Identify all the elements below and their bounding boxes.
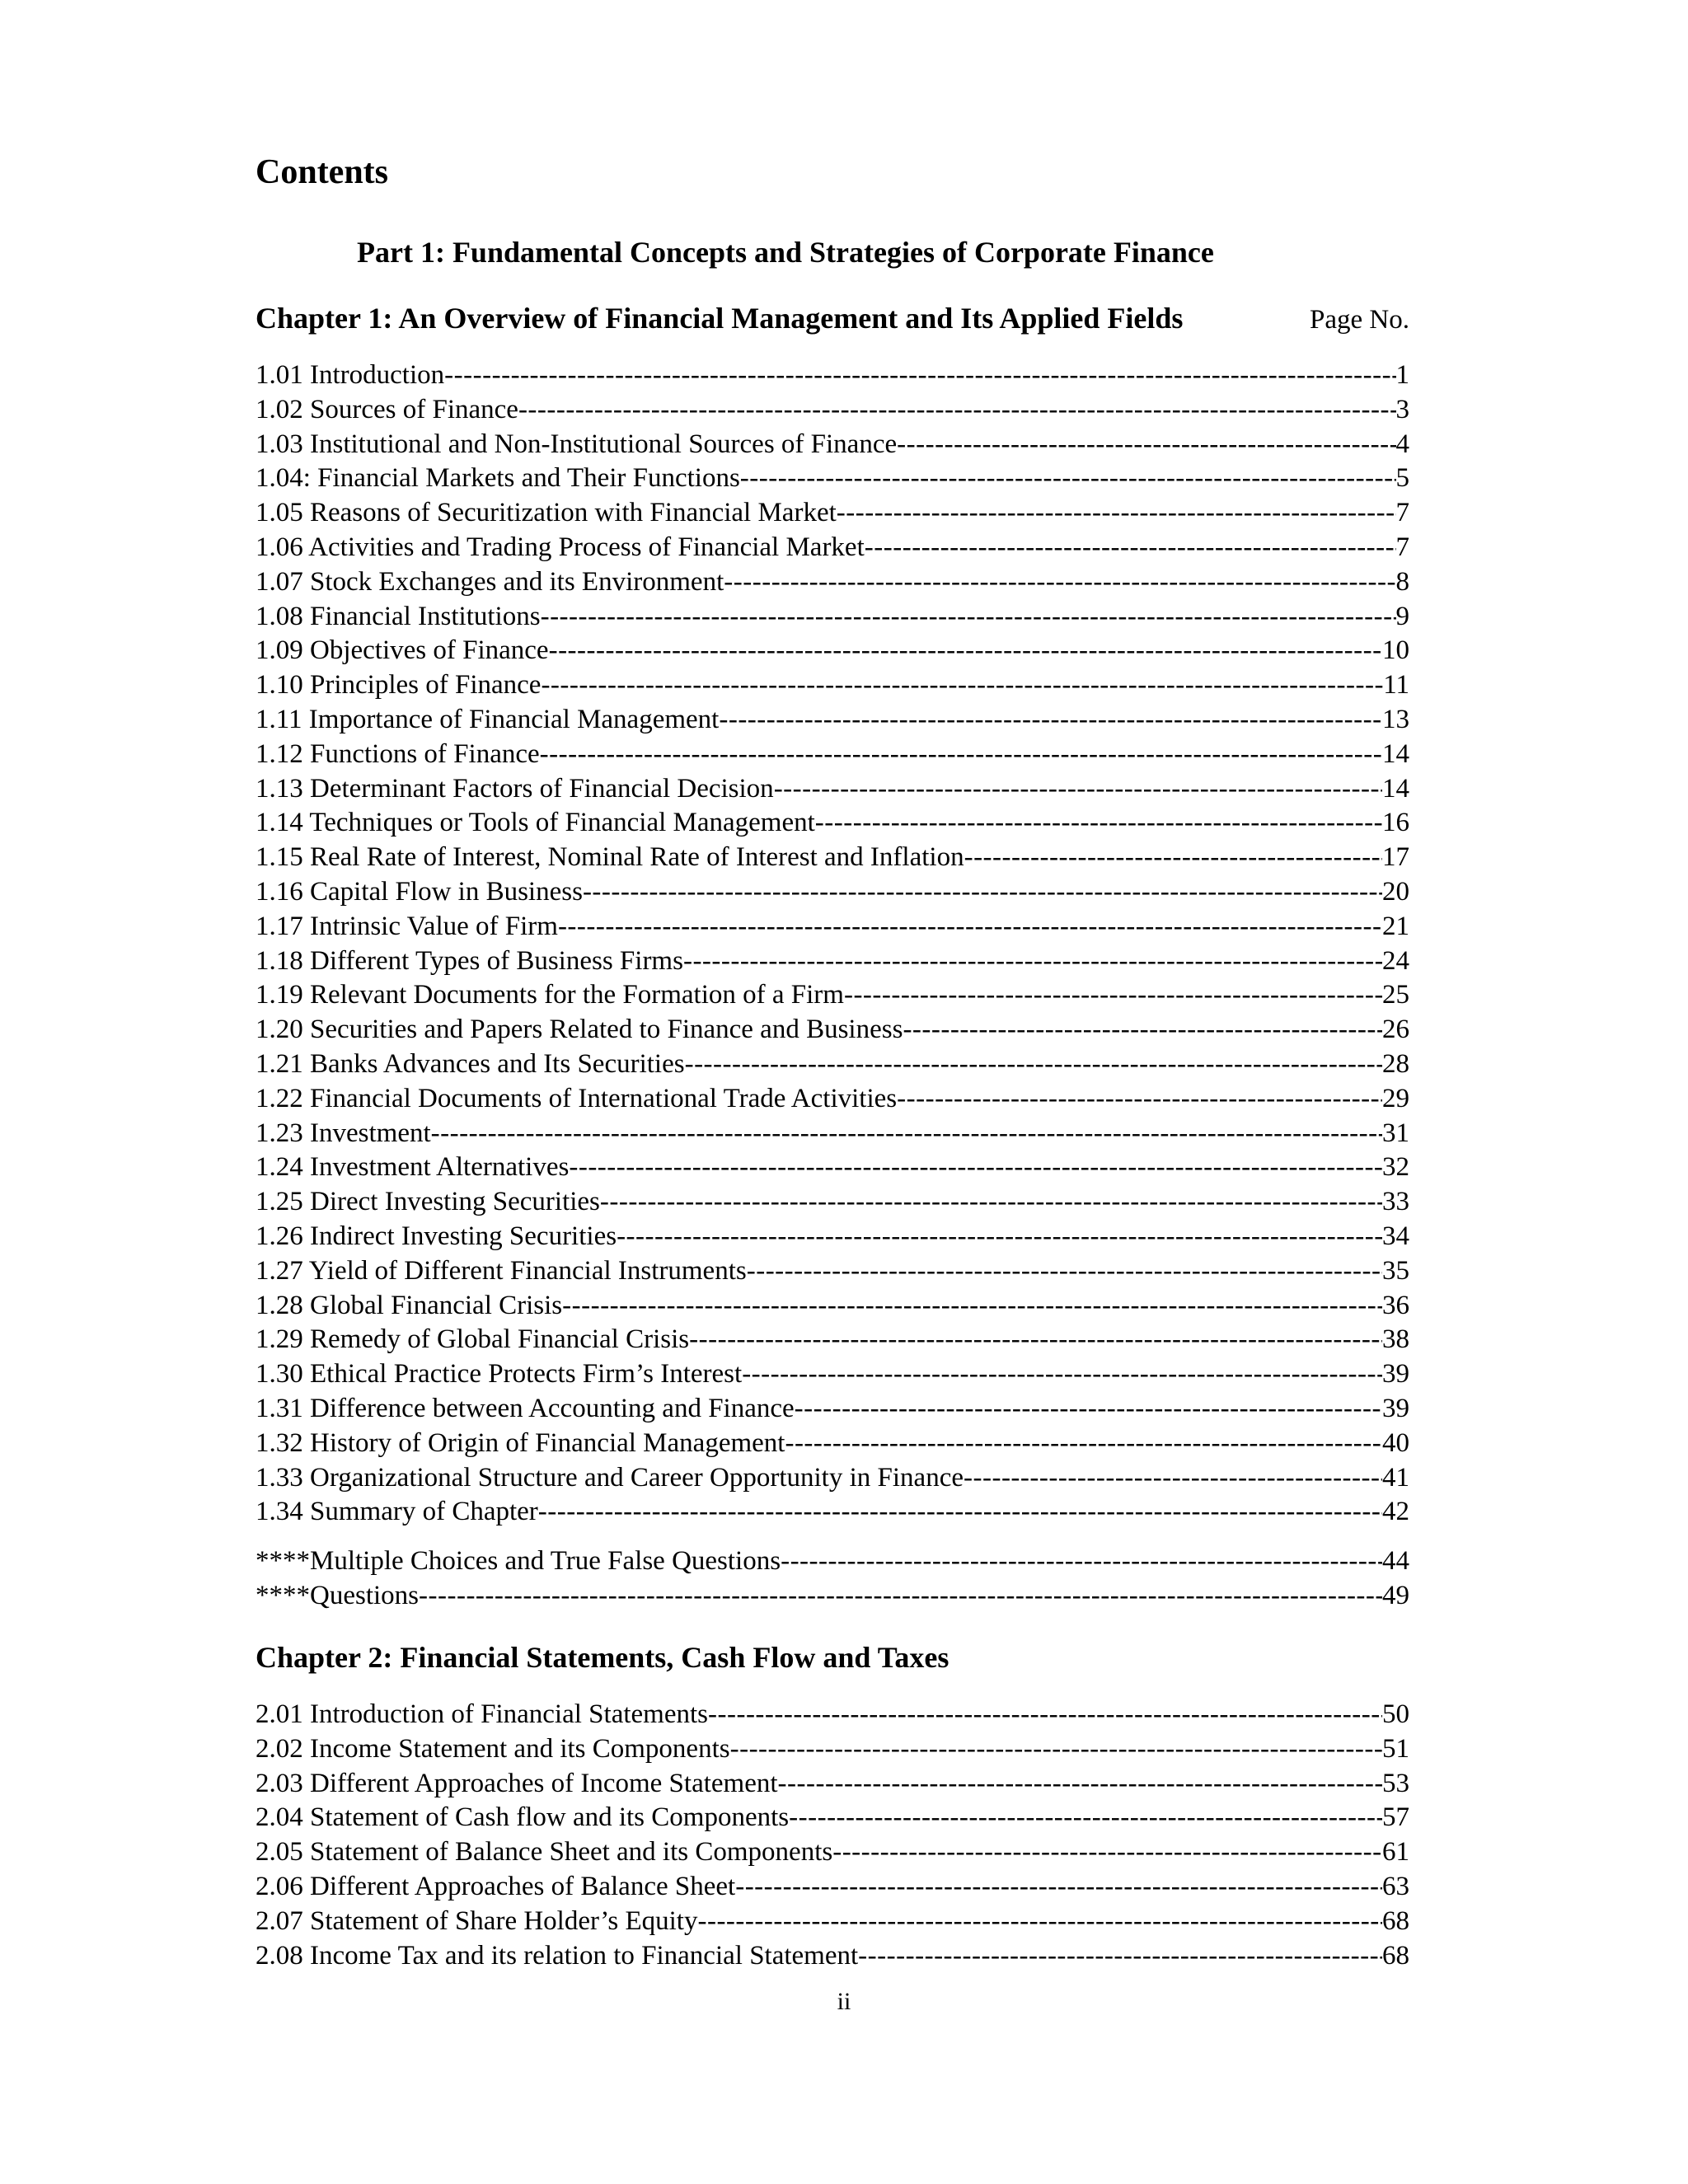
toc-entry: [256, 1185, 1409, 1220]
dot-leader: [419, 1579, 1382, 1614]
toc-entry: [256, 1392, 1409, 1427]
toc-entry: [256, 806, 1409, 841]
toc-entry-page: 31: [1382, 1118, 1409, 1148]
dot-leader: [844, 978, 1382, 1013]
toc-entry-page: 7: [1395, 532, 1409, 562]
toc-entry-page: 9: [1395, 601, 1409, 631]
toc-entry: [256, 1323, 1409, 1357]
toc-entry-title: 1.12 Functions of Finance: [256, 738, 540, 769]
toc-entry-title: 1.17 Intrinsic Value of Firm: [256, 911, 558, 941]
toc-entry: [256, 703, 1409, 738]
dot-leader: [778, 1767, 1382, 1802]
toc-entry-title: 2.05 Statement of Balance Sheet and its Components: [256, 1837, 833, 1868]
toc-entry-title: 1.06 Activities and Trading Process of Financial Market: [256, 532, 865, 562]
toc-entry-page: 35: [1382, 1255, 1409, 1286]
toc-entry: [256, 462, 1409, 496]
toc-entry-page: 49: [1382, 1580, 1409, 1610]
dot-leader: [569, 1151, 1382, 1185]
dot-leader: [903, 1013, 1382, 1047]
dot-leader: [781, 1544, 1382, 1579]
toc-entry-title: 1.28 Global Financial Crisis: [256, 1290, 563, 1320]
chapter-2-toc: [256, 1698, 1409, 1973]
toc-entry-title: 1.04: Financial Markets and Their Functions: [256, 463, 740, 494]
toc-entry-title: 2.02 Income Statement and its Components: [256, 1733, 730, 1764]
toc-entry-page: 11: [1383, 670, 1409, 701]
dot-leader: [558, 910, 1382, 944]
dot-leader: [444, 359, 1395, 393]
toc-entry-page: 41: [1382, 1462, 1409, 1493]
toc-entry: [256, 1427, 1409, 1461]
toc-entry: [256, 668, 1409, 703]
toc-entry: [256, 841, 1409, 875]
dot-leader: [538, 1495, 1382, 1530]
toc-entry-page: 5: [1395, 463, 1409, 494]
toc-entry-page: 28: [1382, 1048, 1409, 1079]
toc-entry-page: 7: [1395, 498, 1409, 528]
chapter-1-toc: [256, 359, 1409, 1614]
toc-entry: [256, 738, 1409, 772]
toc-entry-title: 1.02 Sources of Finance: [256, 394, 518, 424]
toc-entry-page: 10: [1382, 635, 1409, 666]
toc-entry-page: 38: [1382, 1324, 1409, 1355]
toc-entry: [256, 1082, 1409, 1117]
dot-leader: [583, 875, 1382, 910]
toc-entry-page: 61: [1382, 1837, 1409, 1868]
toc-entry-page: 1: [1395, 360, 1409, 390]
dot-leader: [785, 1427, 1382, 1461]
toc-entry-page: 13: [1382, 704, 1409, 734]
toc-entry-page: 53: [1382, 1768, 1409, 1798]
dot-leader: [740, 462, 1396, 496]
dot-leader: [518, 393, 1396, 428]
toc-entry-page: 40: [1382, 1427, 1409, 1458]
toc-entry: [256, 1801, 1409, 1835]
toc-entry-title: ****Multiple Choices and True False Questions: [256, 1546, 781, 1577]
toc-entry-page: 63: [1382, 1871, 1409, 1901]
dot-leader: [562, 1289, 1382, 1324]
toc-entry-title: 2.04 Statement of Cash flow and its Components: [256, 1802, 790, 1833]
toc-entry-page: 21: [1382, 911, 1409, 941]
toc-entry: [256, 1905, 1409, 1939]
dot-leader: [897, 428, 1395, 462]
page-no-label: Page No.: [1310, 305, 1409, 335]
toc-entry-page: 26: [1382, 1015, 1409, 1045]
toc-entry: [256, 978, 1409, 1013]
toc-entry-page: 29: [1382, 1083, 1409, 1113]
dot-leader: [858, 1939, 1382, 1974]
toc-entry-title: 1.24 Investment Alternatives: [256, 1152, 570, 1183]
toc-entry-title: 1.31 Difference between Accounting and Finance: [256, 1393, 795, 1423]
toc-entry-title: ****Questions: [256, 1580, 419, 1610]
toc-entry: [256, 944, 1409, 979]
toc-entry: [256, 1698, 1409, 1732]
toc-entry: [256, 1013, 1409, 1047]
toc-entry-page: 3: [1395, 394, 1409, 424]
chapter-1-title: Chapter 1: An Overview of Financial Management and Its Applied Fields: [256, 302, 1184, 335]
toc-entry: [256, 1151, 1409, 1185]
part-title: Part 1: Fundamental Concepts and Strategies of Corporate Finance: [357, 236, 1214, 269]
toc-entry-page: 17: [1382, 842, 1409, 873]
toc-entry-page: 51: [1382, 1733, 1409, 1764]
dot-leader: [541, 600, 1396, 635]
toc-entry-page: 20: [1382, 876, 1409, 907]
toc-entry: [256, 1289, 1409, 1324]
dot-leader: [789, 1801, 1382, 1835]
dot-leader: [685, 1047, 1382, 1082]
toc-entry-page: 33: [1382, 1187, 1409, 1217]
toc-entry-title: 1.20 Securities and Papers Related to Finance and Business: [256, 1015, 903, 1045]
toc-entry-title: 1.22 Financial Documents of International Trade Activities: [256, 1083, 898, 1113]
toc-entry-page: 68: [1382, 1940, 1409, 1971]
dot-leader: [730, 1732, 1382, 1767]
dot-leader: [832, 1835, 1382, 1870]
toc-entry-title: 1.32 History of Origin of Financial Management: [256, 1427, 785, 1458]
toc-entry-page: 32: [1382, 1152, 1409, 1183]
toc-entry-title: 1.01 Introduction: [256, 360, 445, 390]
toc-entry: [256, 1835, 1409, 1870]
toc-entry-title: 1.03 Institutional and Non-Institutional Sources of Finance: [256, 429, 898, 459]
dot-leader: [431, 1117, 1382, 1151]
toc-entry-title: 1.23 Investment: [256, 1118, 431, 1148]
dot-leader: [742, 1357, 1382, 1392]
dot-leader: [735, 1870, 1382, 1905]
toc-entry-title: 1.25 Direct Investing Securities: [256, 1187, 600, 1217]
toc-entry: [256, 1357, 1409, 1392]
toc-entry-title: 1.16 Capital Flow in Business: [256, 876, 583, 907]
toc-entry: [256, 565, 1409, 600]
toc-entry: [256, 1047, 1409, 1082]
toc-entry: [256, 1870, 1409, 1905]
chapter-2-header: [256, 1640, 1409, 1675]
toc-entry-page: 36: [1382, 1290, 1409, 1320]
toc-entry-title: 1.21 Banks Advances and Its Securities: [256, 1048, 685, 1079]
toc-entry: [256, 1220, 1409, 1254]
toc-entry-title: 2.08 Income Tax and its relation to Financial Statement: [256, 1940, 859, 1971]
toc-entry-page: 57: [1382, 1802, 1409, 1833]
toc-entry-title: 1.30 Ethical Practice Protects Firm’s Interest: [256, 1359, 743, 1390]
dot-leader: [897, 1082, 1382, 1117]
dot-leader: [964, 841, 1382, 875]
toc-entry: [256, 1767, 1409, 1802]
chapter-2-title: Chapter 2: Financial Statements, Cash Flow and Taxes: [256, 1641, 950, 1674]
toc-entry-page: 39: [1382, 1359, 1409, 1390]
toc-entry-title: 1.27 Yield of Different Financial Instruments: [256, 1255, 747, 1286]
toc-entry: [256, 393, 1409, 428]
toc-entry-title: 1.11 Importance of Financial Management: [256, 704, 720, 734]
dot-leader: [689, 1323, 1382, 1357]
dot-leader: [795, 1392, 1382, 1427]
toc-entry-page: 4: [1395, 429, 1409, 459]
toc-entry: [256, 772, 1409, 807]
toc-entry: [256, 496, 1409, 531]
toc-entry-page: 25: [1382, 980, 1409, 1010]
dot-leader: [747, 1254, 1382, 1289]
toc-entry-title: 1.19 Relevant Documents for the Formation of a Firm: [256, 980, 844, 1010]
toc-entry-title: 1.34 Summary of Chapter: [256, 1497, 538, 1527]
toc-entry: [256, 531, 1409, 565]
toc-entry-questions: [256, 1544, 1409, 1579]
toc-entry-title: 1.33 Organizational Structure and Career Opportunity in Finance: [256, 1462, 964, 1493]
toc-entry-title: 2.03 Different Approaches of Income Statement: [256, 1768, 778, 1798]
toc-entry-title: 2.07 Statement of Share Holder’s Equity: [256, 1905, 698, 1936]
toc-entry-title: 1.05 Reasons of Securitization with Financial Market: [256, 498, 837, 528]
toc-entry: [256, 428, 1409, 462]
toc-entry-title: 1.08 Financial Institutions: [256, 601, 541, 631]
dot-leader: [865, 531, 1396, 565]
toc-entry: [256, 1117, 1409, 1151]
toc-entry: [256, 1732, 1409, 1767]
toc-entry-title: 2.01 Introduction of Financial Statements: [256, 1699, 708, 1729]
toc-entry-title: 1.18 Different Types of Business Firms: [256, 945, 683, 976]
page-number-footer: ii: [837, 1988, 851, 2015]
toc-entry-questions: [256, 1579, 1409, 1614]
dot-leader: [719, 703, 1382, 738]
dot-leader: [837, 496, 1396, 531]
toc-entry-page: 14: [1382, 738, 1409, 769]
toc-entry: [256, 875, 1409, 910]
toc-entry-page: 16: [1382, 808, 1409, 838]
toc-entry-page: 34: [1382, 1221, 1409, 1251]
toc-entry: [256, 910, 1409, 944]
dot-leader: [697, 1905, 1382, 1939]
dot-leader: [815, 806, 1382, 841]
dot-leader: [600, 1185, 1382, 1220]
toc-entry-title: 1.26 Indirect Investing Securities: [256, 1221, 617, 1251]
toc-entry-page: 24: [1382, 945, 1409, 976]
dot-leader: [708, 1698, 1382, 1732]
toc-entry: [256, 1495, 1409, 1530]
toc-entry-title: 1.10 Principles of Finance: [256, 670, 542, 701]
toc-entry-title: 1.29 Remedy of Global Financial Crisis: [256, 1324, 690, 1355]
dot-leader: [541, 668, 1383, 703]
dot-leader: [724, 565, 1395, 600]
toc-entry-page: 68: [1382, 1905, 1409, 1936]
toc-entry-page: 50: [1382, 1699, 1409, 1729]
toc-entry-page: 14: [1382, 773, 1409, 804]
toc-entry: [256, 634, 1409, 668]
dot-leader: [964, 1461, 1382, 1496]
dot-leader: [617, 1220, 1382, 1254]
toc-entry-title: 1.14 Techniques or Tools of Financial Management: [256, 808, 815, 838]
toc-entry-page: 39: [1382, 1393, 1409, 1423]
toc-entry-title: 1.13 Determinant Factors of Financial Decision: [256, 773, 774, 804]
dot-leader: [540, 738, 1382, 772]
toc-entry-title: 1.09 Objectives of Finance: [256, 635, 549, 666]
toc-entry: [256, 1254, 1409, 1289]
toc-entry: [256, 600, 1409, 635]
toc-entry-page: 42: [1382, 1497, 1409, 1527]
toc-entry-page: 8: [1395, 566, 1409, 597]
chapter-1-header: [256, 301, 1409, 335]
toc-entry-title: 1.15 Real Rate of Interest, Nominal Rate of Interest and Inflation: [256, 842, 964, 873]
dot-leader: [774, 772, 1382, 807]
toc-entry-page: 44: [1382, 1546, 1409, 1577]
toc-entry: [256, 1939, 1409, 1974]
toc-entry-title: 2.06 Different Approaches of Balance Sheet: [256, 1871, 736, 1901]
toc-entry: [256, 1461, 1409, 1496]
toc-entry-title: 1.07 Stock Exchanges and its Environment: [256, 566, 724, 597]
contents-heading: Contents: [256, 153, 389, 191]
dot-leader: [549, 634, 1382, 668]
toc-entry: [256, 359, 1409, 393]
dot-leader: [683, 944, 1382, 979]
